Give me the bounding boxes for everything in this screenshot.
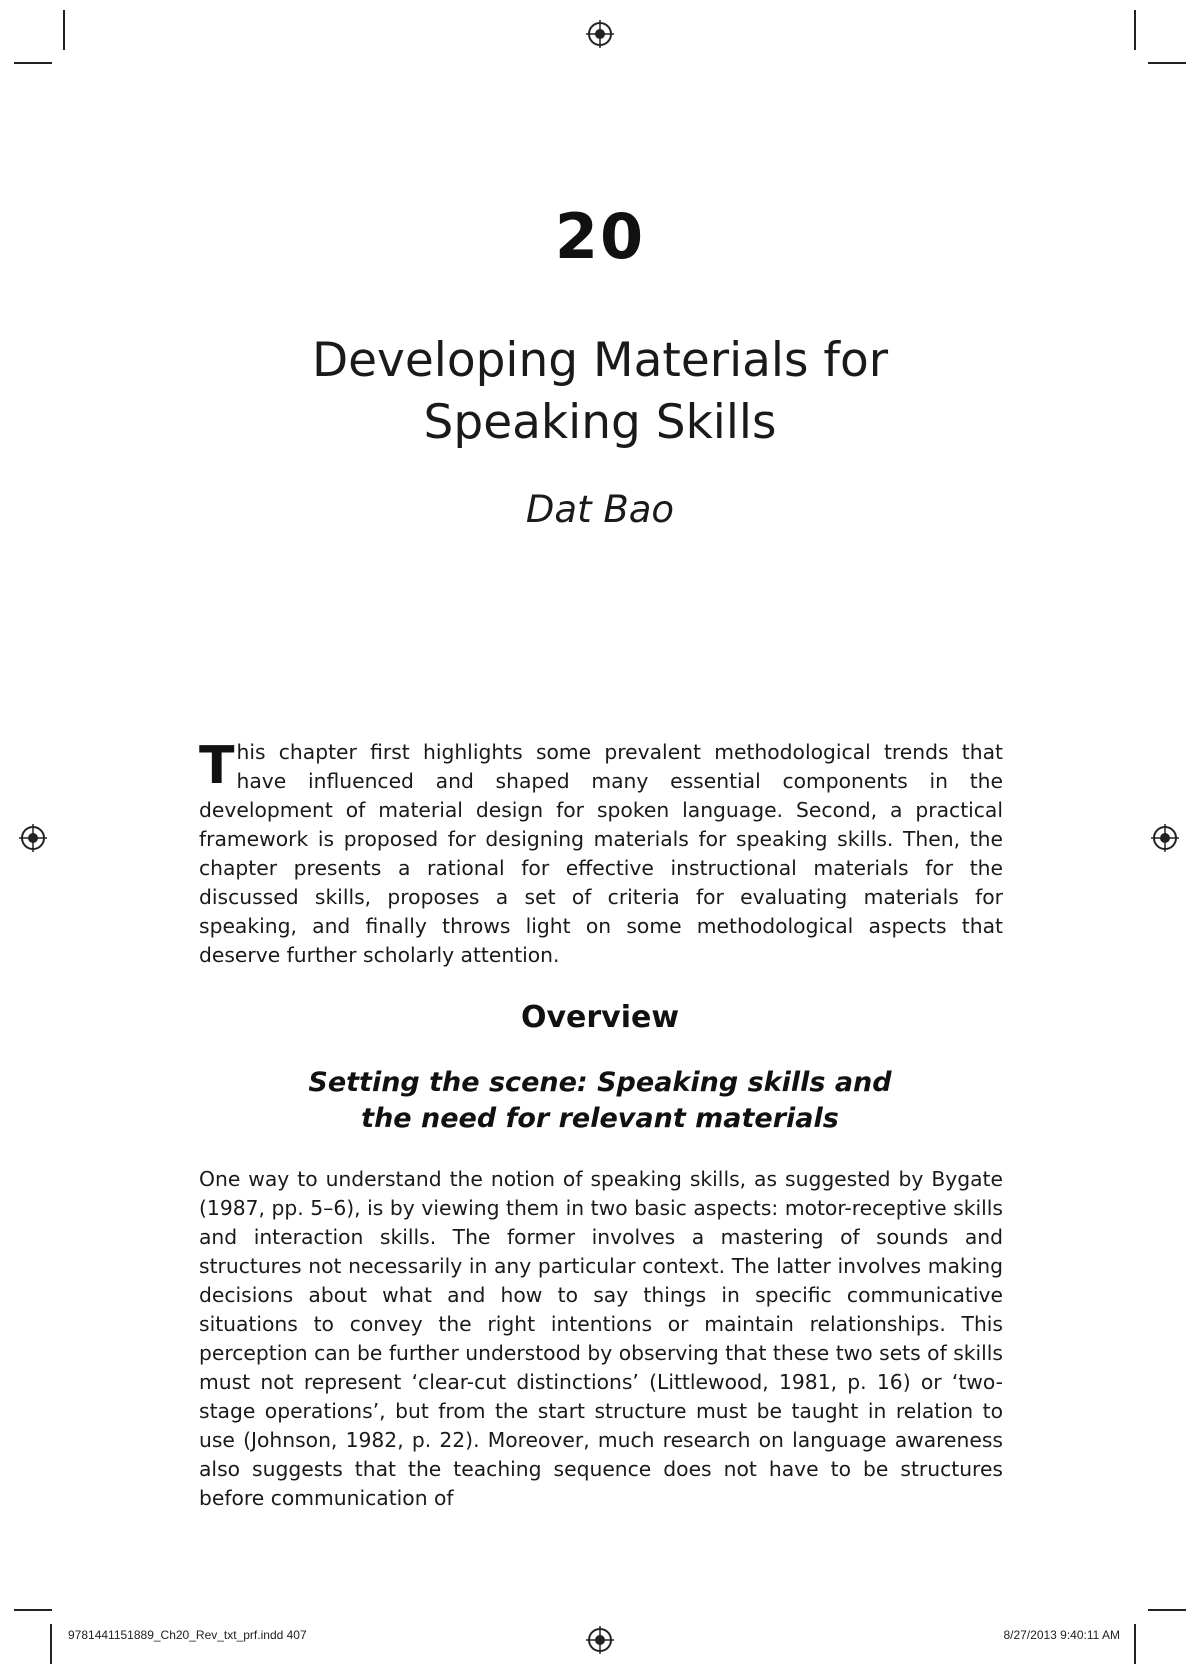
drop-cap: T: [199, 736, 235, 796]
crop-mark-bottom-left-horizontal: [14, 1609, 52, 1611]
crop-mark-top-right-vertical: [1134, 10, 1136, 50]
chapter-abstract: [199, 738, 1003, 970]
registration-target-icon: [585, 19, 615, 49]
crop-mark-top-left-horizontal: [14, 62, 52, 64]
slug-file-name: 9781441151889_Ch20_Rev_txt_prf.indd 407: [68, 1628, 307, 1642]
author-name: Dat Bao: [525, 488, 675, 531]
registration-target-icon: [18, 823, 48, 853]
subsection-heading: [0, 1065, 1200, 1137]
slug-timestamp: 8/27/2013 9:40:11 AM: [1003, 1628, 1120, 1642]
registration-target-icon: [1150, 823, 1180, 853]
crop-mark-bottom-right-vertical: [1134, 1624, 1136, 1664]
chapter-title: [0, 330, 1200, 454]
crop-mark-bottom-left-vertical: [50, 1624, 52, 1664]
registration-target-icon: [585, 1625, 615, 1655]
subsection-heading-line-2: the need for relevant materials: [361, 1103, 839, 1134]
subsection-heading-line-1: Setting the scene: Speaking skills and: [308, 1067, 892, 1098]
chapter-title-line-2: Speaking Skills: [423, 395, 777, 450]
body-paragraph: One way to understand the notion of speaking skills, as suggested by Bygate (1987, pp. 5–6), is by viewing them in two basic aspects: motor-receptive skills and interaction skills. The former involves a mastering of sounds and structures not necessarily in any particular context. The latter involves making decisions about what and how to say things in specific communicative situations to convey the right intentions or maintain relationships. This perception can be further understood by observing that these two sets of skills must not represent ‘clear-cut distinctions’ (Littlewood, 1981, p. 16) or ‘two-stage operations’, but from the start structure must be taught in relation to use (Johnson, 1982, p. 22). Moreover, much research on language awareness also suggests that the teaching sequence does not have to be structures before communication of: [199, 1167, 1003, 1510]
crop-mark-top-left-vertical: [63, 10, 65, 50]
section-heading: Overview: [520, 1000, 680, 1035]
crop-mark-top-right-horizontal: [1148, 62, 1186, 64]
abstract-text: his chapter first highlights some prevalent methodological trends that have influenced and shaped many essential components in the development of material design for spoken language. Second, a practical framework is proposed for designing materials for speaking skills. Then, the chapter presents a rational for effective instructional materials for the discussed skills, proposes a set of criteria for evaluating materials for speaking, and finally throws light on some methodological aspects that deserve further scholarly attention.: [199, 740, 1003, 967]
chapter-title-line-1: Developing Materials for: [311, 333, 889, 388]
crop-mark-bottom-right-horizontal: [1148, 1609, 1186, 1611]
chapter-number: 20: [554, 200, 646, 273]
